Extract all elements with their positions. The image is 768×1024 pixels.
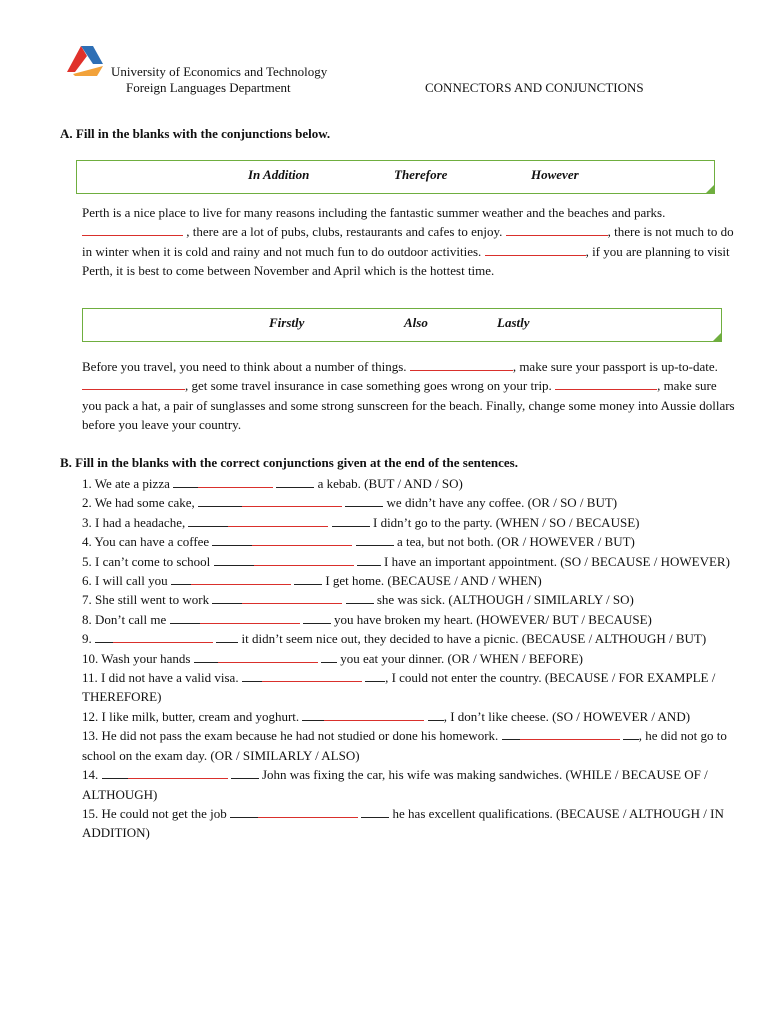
question-text: 4. You can have a coffee: [82, 534, 213, 550]
blank-line[interactable]: [228, 515, 328, 527]
word-box-item: Also: [404, 315, 428, 330]
word-box-item: Firstly: [269, 315, 305, 330]
question-text: 11. I did not have a valid visa.: [82, 670, 242, 686]
question-text: he has excellent qualifications. (BECAUSE / ALTHOUGH / IN ADDITION): [82, 805, 724, 841]
blank-line[interactable]: [191, 573, 291, 585]
blank-line[interactable]: [485, 244, 586, 256]
blank-line[interactable]: [231, 767, 259, 779]
blank-line[interactable]: [276, 476, 314, 488]
question-text: she was sick. (ALTHOUGH / SIMILARLY / SO): [373, 592, 634, 608]
question-text: it didn’t seem nice out, they decided to have a picnic. (BECAUSE / ALTHOUGH / BUT): [238, 631, 707, 647]
blank-line[interactable]: [194, 651, 218, 663]
blank-line[interactable]: [230, 806, 258, 818]
blank-line[interactable]: [520, 728, 620, 740]
blank-line[interactable]: [502, 728, 520, 740]
blank-line[interactable]: [173, 476, 198, 488]
para-text: , if you are planning to visit Perth, it is best to come between November and April which is the hottest time.: [82, 243, 730, 278]
blank-line[interactable]: [262, 670, 362, 682]
list-item: [82, 532, 742, 551]
blank-line[interactable]: [294, 573, 322, 585]
question-text: I didn’t go to the party. (WHEN / SO / BECAUSE): [369, 514, 640, 530]
blank-line[interactable]: [346, 592, 374, 604]
blank-line[interactable]: [212, 534, 252, 546]
list-item: [82, 552, 742, 571]
blank-line[interactable]: [258, 806, 358, 818]
question-text: I have an important appointment. (SO / BECAUSE / HOWEVER): [380, 553, 730, 569]
blank-line[interactable]: [188, 515, 228, 527]
para-text: , make sure your passport is up-to-date.: [512, 359, 718, 374]
blank-line[interactable]: [216, 631, 238, 643]
para-text: Before you travel, you need to think about a number of things.: [82, 359, 410, 374]
list-item: [82, 668, 742, 707]
question-text: 6. I will call you: [82, 573, 171, 589]
blank-line[interactable]: [242, 592, 342, 604]
para-text: , get some travel insurance in case something goes wrong on your trip.: [185, 378, 556, 394]
question-text: a tea, but not both. (OR / HOWEVER / BUT): [393, 534, 635, 550]
blank-line[interactable]: [345, 495, 383, 507]
blank-line[interactable]: [95, 631, 113, 643]
blank-line[interactable]: [214, 554, 254, 566]
para-text: , there is not much to do in winter when it is cold and rainy and not much fun to do outdoor activities.: [82, 224, 734, 259]
university-name: University of Economics and Technology: [111, 64, 328, 79]
question-list: [82, 474, 742, 843]
word-box-item: Therefore: [394, 167, 448, 182]
blank-line[interactable]: [324, 709, 424, 721]
question-text: 2. We had some cake,: [82, 495, 199, 511]
blank-line[interactable]: [198, 476, 273, 488]
question-text: 5. I can’t come to school: [82, 553, 214, 569]
para-text: , make sure you pack a hat, a pair of sunglasses and some strong sunscreen for the beach. Finally, change some money into Aussie dollars before you leave your country.: [82, 378, 735, 432]
blank-line[interactable]: [113, 631, 213, 643]
question-text: you have broken my heart. (HOWEVER/ BUT / BECAUSE): [330, 611, 652, 627]
question-text: 3. I had a headache,: [82, 514, 189, 530]
blank-line[interactable]: [357, 554, 381, 566]
question-text: 15. He could not get the job: [82, 805, 231, 821]
blank-line[interactable]: [623, 728, 639, 740]
institution-heading: [111, 64, 327, 96]
blank-line[interactable]: [321, 651, 337, 663]
blank-line[interactable]: [128, 767, 228, 779]
paragraph-2: [82, 357, 736, 434]
blank-line[interactable]: [102, 767, 128, 779]
section-a-heading: A. Fill in the blanks with the conjunctions below.: [60, 126, 331, 141]
list-item: [82, 804, 742, 843]
university-logo-icon: [63, 42, 105, 78]
blank-line[interactable]: [361, 806, 389, 818]
question-text: , he did not go to school on the exam day. (OR / SIMILARLY / ALSO): [82, 728, 727, 763]
blank-line[interactable]: [303, 612, 331, 624]
list-item: [82, 493, 742, 512]
question-text: 1. We ate a pizza: [82, 476, 174, 491]
question-text: I get home. (BECAUSE / AND / WHEN): [322, 573, 542, 589]
word-box-item: However: [531, 167, 579, 182]
blank-line[interactable]: [198, 495, 242, 507]
blank-line[interactable]: [171, 573, 191, 585]
blank-line[interactable]: [506, 224, 608, 236]
blank-line[interactable]: [212, 592, 242, 604]
list-item: [82, 765, 742, 804]
question-text: 8. Don’t call me: [82, 611, 170, 627]
list-item: [82, 629, 742, 648]
list-item: [82, 474, 742, 493]
list-item: [82, 707, 742, 726]
question-text: , I could not enter the country. (BECAUSE / FOR EXAMPLE / THEREFORE): [82, 670, 716, 705]
department-name: Foreign Languages Department: [126, 80, 291, 95]
question-text: 12. I like milk, butter, cream and yoghurt.: [82, 708, 303, 724]
blank-line[interactable]: [356, 534, 394, 546]
blank-line[interactable]: [410, 359, 513, 371]
blank-line[interactable]: [242, 670, 262, 682]
question-text: , I don’t like cheese. (SO / HOWEVER / AND): [443, 708, 691, 724]
list-item: [82, 571, 742, 590]
blank-line[interactable]: [302, 709, 324, 721]
blank-line[interactable]: [428, 709, 444, 721]
question-text: 7. She still went to work: [82, 592, 213, 608]
word-box-2: [82, 308, 722, 342]
question-text: we didn’t have any coffee. (OR / SO / BUT): [383, 495, 618, 511]
para-text: Perth is a nice place to live for many reasons including the fantastic summer weather and the beaches and parks.: [82, 205, 666, 220]
word-box-item: Lastly: [497, 315, 530, 330]
blank-line[interactable]: [242, 495, 342, 507]
question-text: 13. He did not pass the exam because he had not studied or done his homework.: [82, 728, 502, 744]
question-text: John was fixing the car, his wife was making sandwiches. (WHILE / BECAUSE OF / ALTHOUGH): [82, 767, 708, 802]
list-item: [82, 649, 742, 668]
list-item: [82, 513, 742, 532]
question-text: 10. Wash your hands: [82, 650, 194, 666]
list-item: [82, 726, 742, 765]
page-title: CONNECTORS AND CONJUNCTIONS: [425, 80, 644, 95]
blank-line[interactable]: [82, 378, 185, 390]
question-text: you eat your dinner. (OR / WHEN / BEFORE): [336, 650, 583, 666]
blank-line[interactable]: [365, 670, 385, 682]
blank-line[interactable]: [252, 534, 352, 546]
paragraph-1: [82, 203, 736, 280]
para-text: , there are a lot of pubs, clubs, restaurants and cafes to enjoy.: [183, 224, 503, 240]
question-text: 14.: [82, 767, 102, 783]
blank-line[interactable]: [555, 378, 657, 390]
blank-line[interactable]: [200, 612, 300, 624]
list-item: [82, 590, 742, 609]
question-text: 9.: [82, 631, 95, 647]
word-box-item: In Addition: [248, 167, 310, 182]
section-b-heading: B. Fill in the blanks with the correct conjunctions given at the end of the sentences.: [60, 455, 518, 470]
blank-line[interactable]: [332, 515, 370, 527]
list-item: [82, 610, 742, 629]
blank-line[interactable]: [218, 651, 318, 663]
blank-line[interactable]: [254, 554, 354, 566]
blank-line[interactable]: [82, 224, 183, 236]
question-text: a kebab. (BUT / AND / SO): [314, 476, 463, 491]
blank-line[interactable]: [170, 612, 200, 624]
word-box-1: [76, 160, 715, 194]
